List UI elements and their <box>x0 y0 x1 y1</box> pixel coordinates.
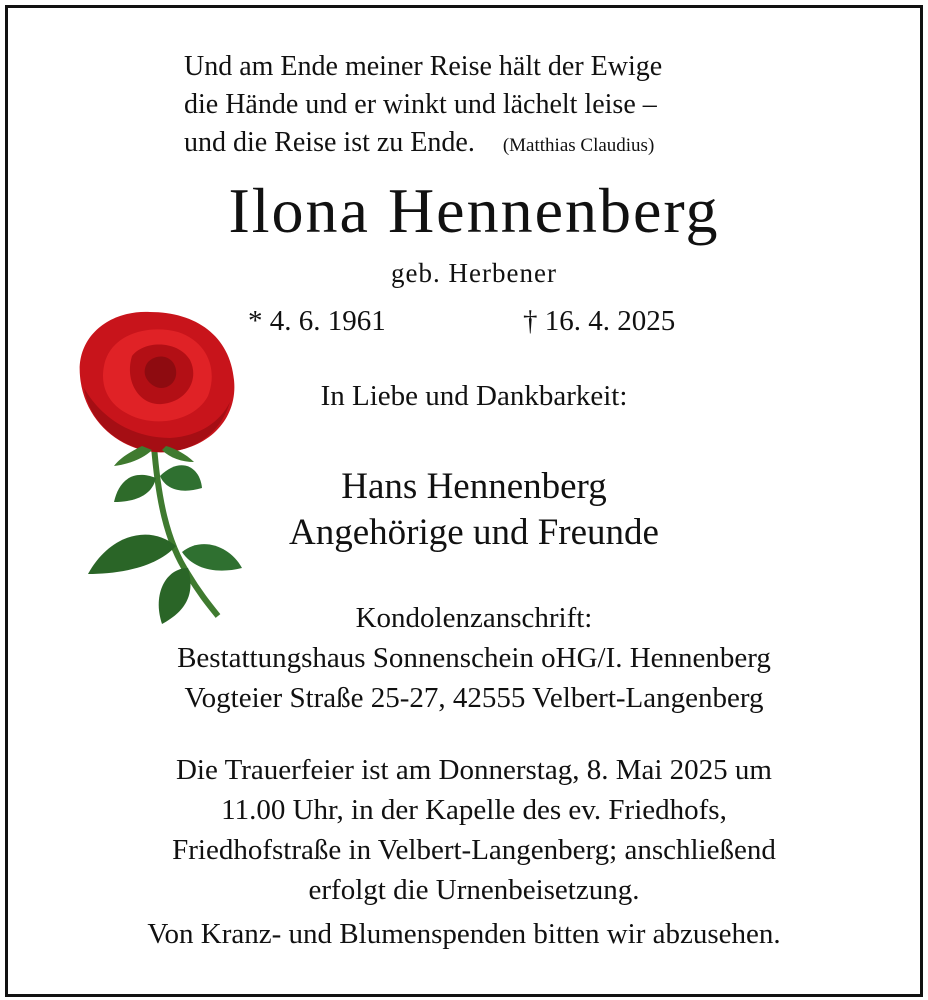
quote-line: Und am Ende meiner Reise hält der Ewige <box>184 51 663 82</box>
flowers-note: Von Kranz- und Blumenspenden bitten wir abzusehen. <box>147 918 781 950</box>
relative-line: Angehörige und Freunde <box>289 512 659 553</box>
quote-line: die Hände und er winkt und lächelt leise – <box>184 89 657 120</box>
thanks-line: In Liebe und Dankbarkeit: <box>320 380 628 412</box>
condolence-heading: Kondolenzanschrift: <box>355 602 593 634</box>
death-date: † 16. 4. 2025 <box>523 305 676 337</box>
ceremony-line: Friedhofstraße in Velbert-Langenberg; anschließend <box>172 834 776 866</box>
ceremony-block <box>28 750 920 910</box>
condolence-address-line: Bestattungshaus Sonnenschein oHG/I. Hennenberg <box>177 642 771 674</box>
birth-date: * 4. 6. 1961 <box>248 305 386 337</box>
quote-block <box>184 48 784 165</box>
obituary-frame <box>5 5 923 997</box>
quote-author: (Matthias Claudius) <box>502 135 655 156</box>
quote-line-text: und die Reise ist zu Ende. <box>184 127 475 158</box>
relatives-block <box>28 464 920 556</box>
deceased-name: Ilona Hennenberg <box>228 175 720 246</box>
ceremony-line: Die Trauerfeier ist am Donnerstag, 8. Mai 2025 um <box>175 754 772 786</box>
birth-name: geb. Herbener <box>391 258 557 288</box>
relative-line: Hans Hennenberg <box>341 466 607 507</box>
condolence-address-line: Vogteier Straße 25-27, 42555 Velbert-Langenberg <box>184 682 764 714</box>
ceremony-line: erfolgt die Urnenbeisetzung. <box>308 874 640 906</box>
quote-line-last <box>184 124 784 165</box>
condolence-block <box>28 598 920 718</box>
ceremony-line: 11.00 Uhr, in der Kapelle des ev. Friedhofs, <box>221 794 727 826</box>
